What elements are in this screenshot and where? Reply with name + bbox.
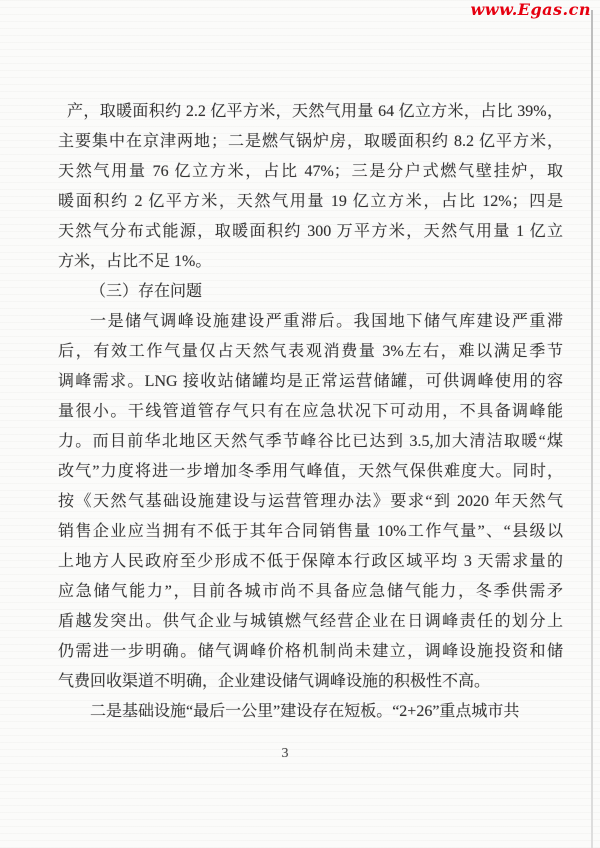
- text-line: 应急储气能力”，目前各城市尚不具备应急储气能力，冬季供需矛: [58, 583, 563, 600]
- text-line: 一是储气调峰设施建设严重滞后。我国地下储气库建设严重滞: [90, 313, 563, 330]
- text-line: 主要集中在京津两地；二是燃气锅炉房，取暖面积约 8.2 亿平方米，: [58, 133, 563, 150]
- text-line: 方米，占比不足 1%。: [58, 253, 212, 270]
- watermark-text: www.Egas.cn: [470, 0, 591, 19]
- text-line: 二是基础设施“最后一公里”建设存在短板。“2+26”重点城市共: [90, 703, 520, 720]
- section-heading: （三）存在问题: [90, 283, 203, 300]
- text-line: 天然气用量 76 亿立方米，占比 47%；三是分户式燃气壁挂炉，取: [58, 163, 563, 180]
- document-body: [58, 97, 563, 727]
- text-line: 产，取暖面积约 2.2 亿平方米，天然气用量 64 亿立方米，占比 39%，: [67, 103, 563, 120]
- text-line: 天然气分布式能源，取暖面积约 300 万平方米，天然气用量 1 亿立: [58, 223, 563, 240]
- text-line: 改气”力度将进一步增加冬季用气峰值，天然气保供难度大。同时，: [58, 463, 563, 480]
- text-line: 后，有效工作气量仅占天然气表观消费量 3%左右，难以满足季节: [58, 343, 563, 360]
- text-line: 量很小。干线管道管存气只有在应急状况下可动用，不具备调峰能: [58, 403, 563, 420]
- text-line: 气费回收渠道不明确，企业建设储气调峰设施的积极性不高。: [58, 673, 491, 690]
- text-line: 上地方人民政府至少形成不低于保障本行政区域平均 3 天需求量的: [58, 553, 563, 570]
- text-line: 仍需进一步明确。储气调峰价格机制尚未建立，调峰设施投资和储: [58, 643, 563, 660]
- text-line: 按《天然气基础设施建设与运营管理办法》要求“到 2020 年天然气: [58, 493, 563, 510]
- scan-edge-line: [591, 10, 593, 848]
- text-line: 盾越发突出。供气企业与城镇燃气经营企业在日调峰责任的划分上: [58, 613, 563, 630]
- text-line: 调峰需求。LNG 接收站储罐均是正常运营储罐，可供调峰使用的容: [58, 373, 563, 390]
- text-line: 销售企业应当拥有不低于其年合同销售量 10%工作气量”、“县级以: [58, 523, 563, 540]
- text-line: 力。而目前华北地区天然气季节峰谷比已达到 3.5,加大清洁取暖“煤: [58, 433, 563, 450]
- text-line: 暖面积约 2 亿平方米，天然气用量 19 亿立方米，占比 12%；四是: [58, 193, 563, 210]
- page-number: 3: [281, 746, 289, 761]
